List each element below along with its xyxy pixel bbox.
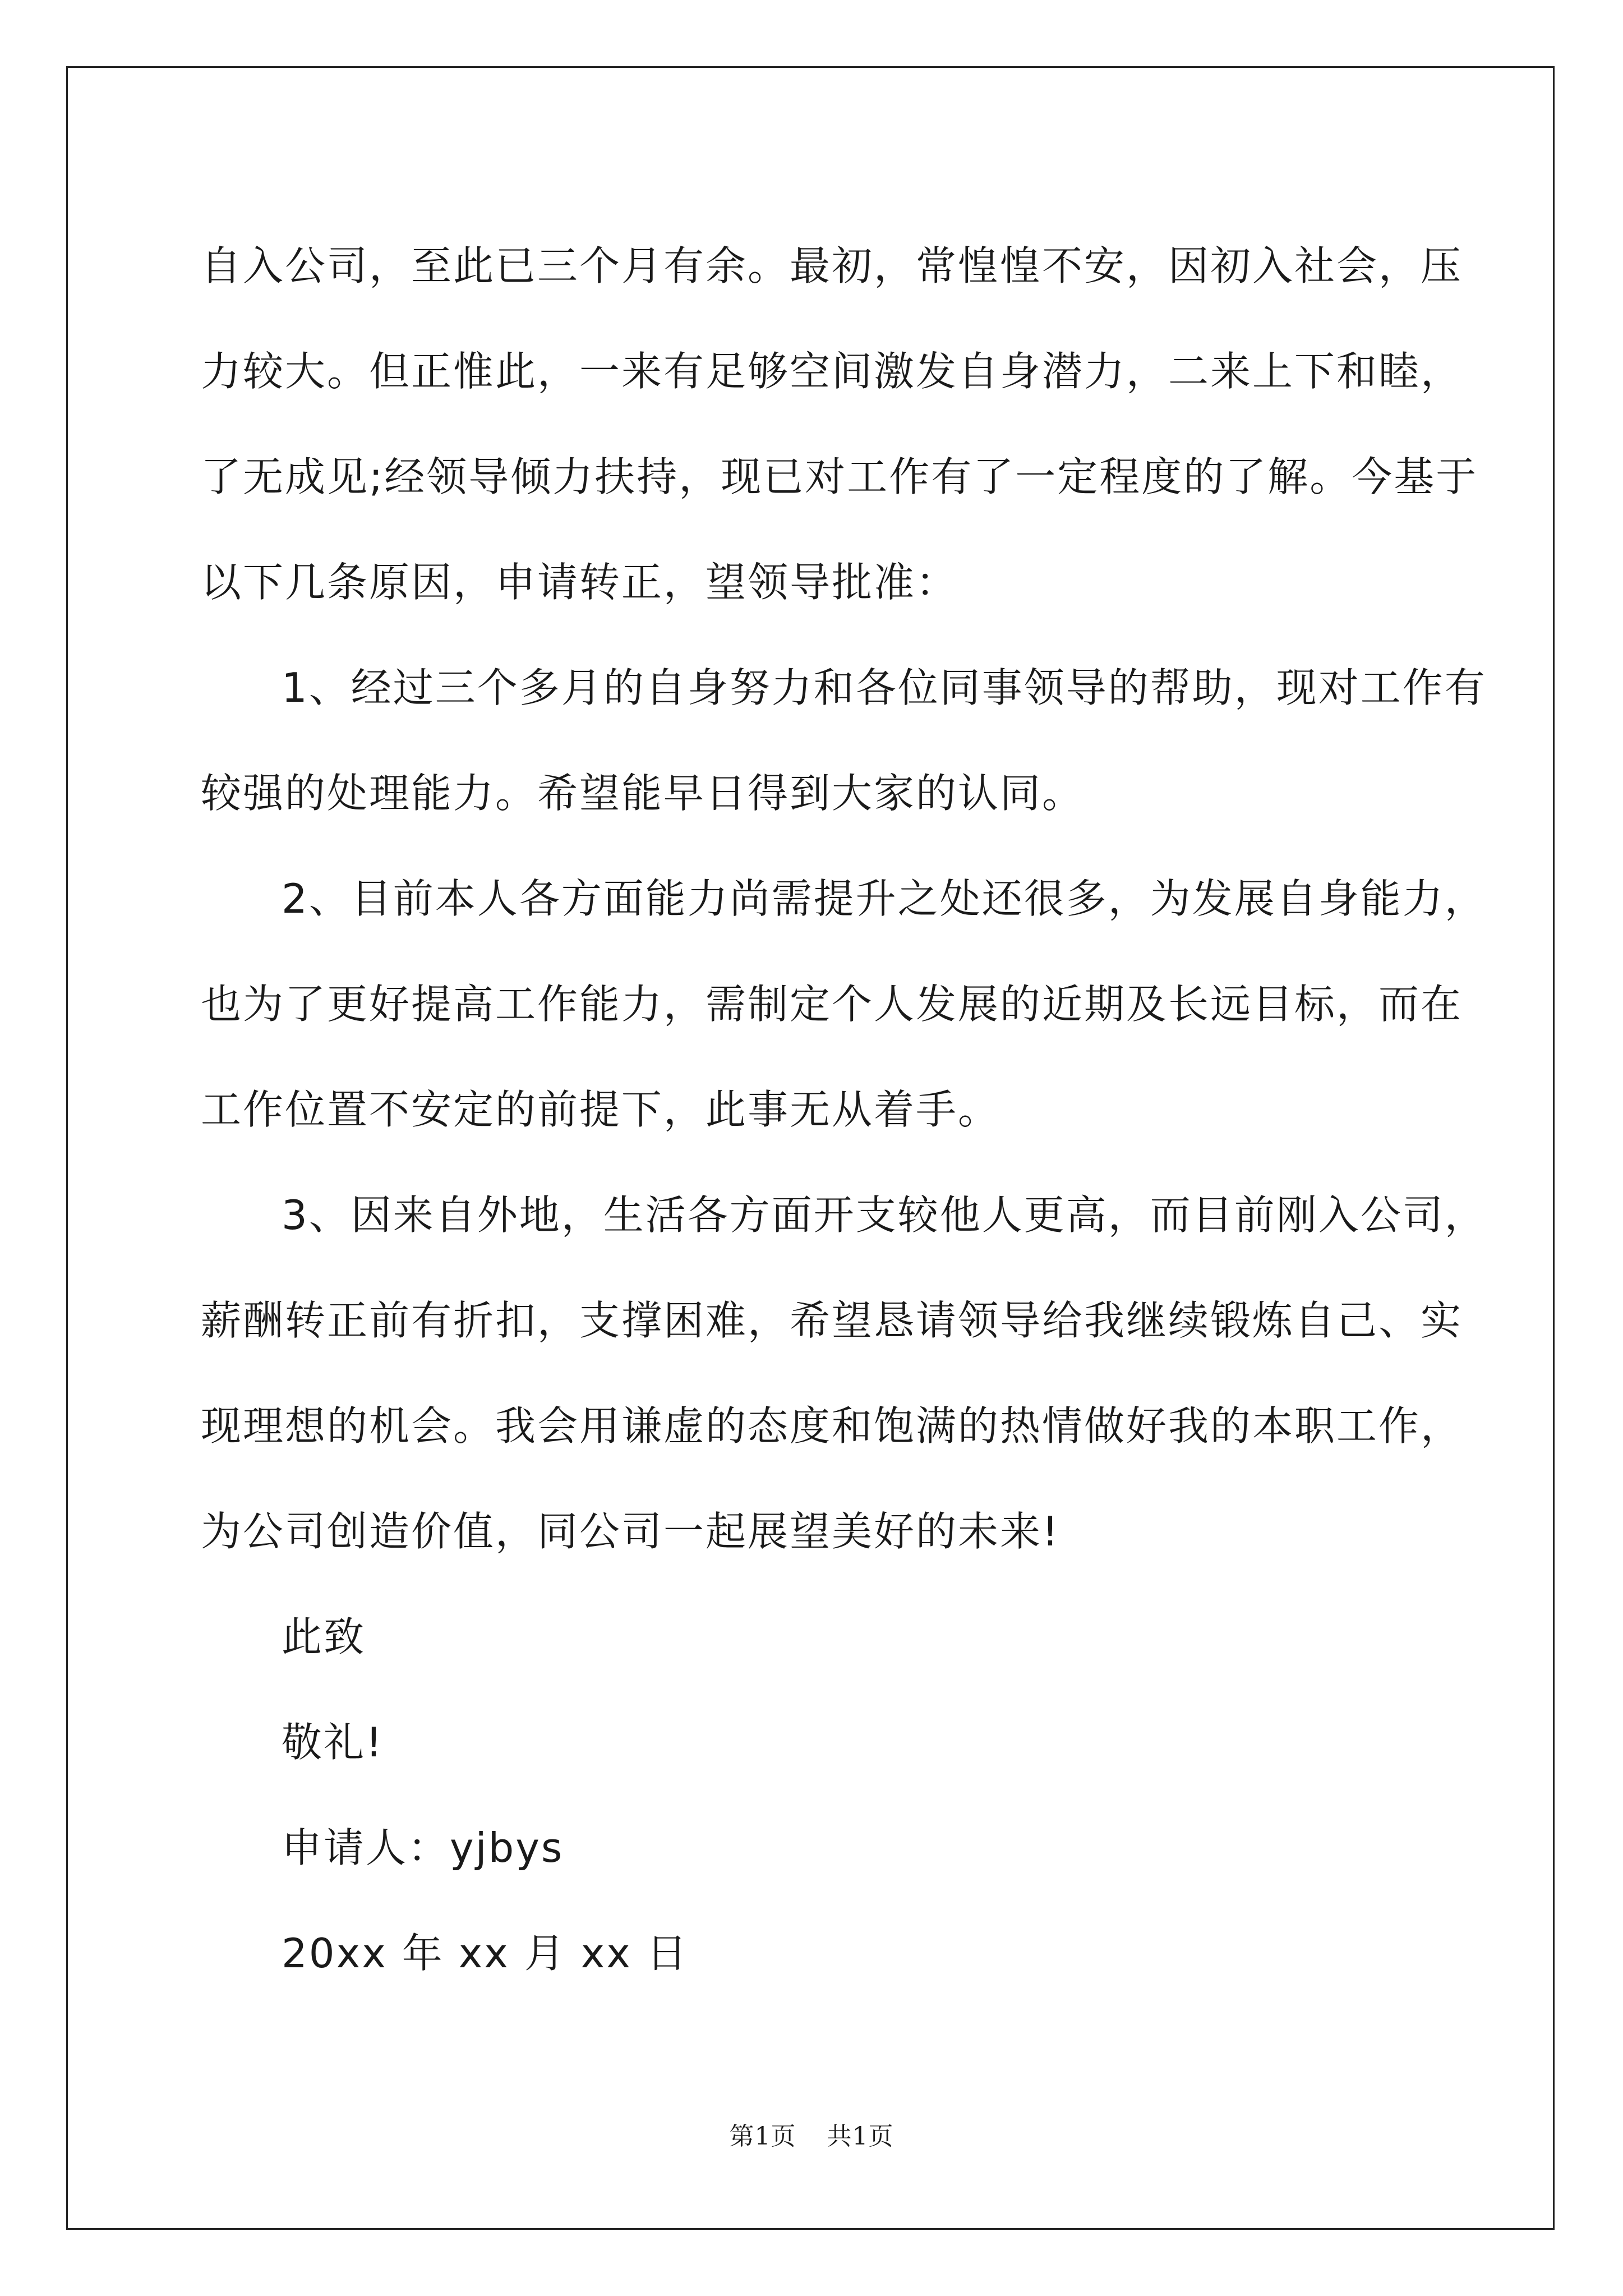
text-line: 了无成见;经领导倾力扶持，现已对工作有了一定程度的了解。今基于 [201, 453, 1478, 500]
text-line: 较强的处理能力。希望能早日得到大家的认同。 [201, 770, 1085, 817]
closing-salutation: 此致 [282, 1613, 366, 1660]
text-line: 薪酬转正前有折扣，支撑困难，希望恳请领导给我继续锻炼自己、实 [201, 1297, 1463, 1344]
paragraph-reason-1 [201, 635, 1487, 846]
application-date: 20xx 年 xx 月 xx 日 [282, 1930, 689, 1977]
text-line: 2、目前本人各方面能力尚需提升之处还很多，为发展自身能力， [282, 875, 1487, 922]
page-number-total: 共1页 [827, 2122, 894, 2151]
text-line: 力较大。但正惟此，一来有足够空间激发自身潜力，二来上下和睦， [201, 348, 1463, 395]
page-footer [0, 2116, 1623, 2152]
text-line: 1、经过三个多月的自身努力和各位同事领导的帮助，现对工作有 [282, 664, 1487, 711]
document-body [201, 213, 1487, 2006]
paragraph-reason-3 [201, 1162, 1487, 1584]
text-line: 3、因来自外地，生活各方面开支较他人更高，而目前刚入公司， [282, 1191, 1487, 1239]
text-line: 工作位置不安定的前提下，此事无从着手。 [201, 1086, 1000, 1133]
closing-respect: 敬礼! [282, 1719, 384, 1766]
closing-block [201, 1584, 1435, 2006]
text-line: 也为了更好提高工作能力，需制定个人发展的近期及长远目标，而在 [201, 981, 1463, 1028]
applicant-signature: 申请人：yjbys [282, 1824, 564, 1871]
text-line: 为公司创造价值，同公司一起展望美好的未来! [201, 1508, 1060, 1555]
paragraph-reason-2 [201, 846, 1487, 1162]
text-line: 现理想的机会。我会用谦虚的态度和饱满的热情做好我的本职工作， [201, 1402, 1463, 1450]
paragraph-intro [201, 213, 1478, 635]
text-line: 以下几条原因，申请转正，望领导批准： [201, 559, 958, 606]
page-number-current: 第1页 [729, 2122, 796, 2151]
text-line: 自入公司，至此已三个月有余。最初，常惶惶不安，因初入社会，压 [201, 242, 1463, 289]
